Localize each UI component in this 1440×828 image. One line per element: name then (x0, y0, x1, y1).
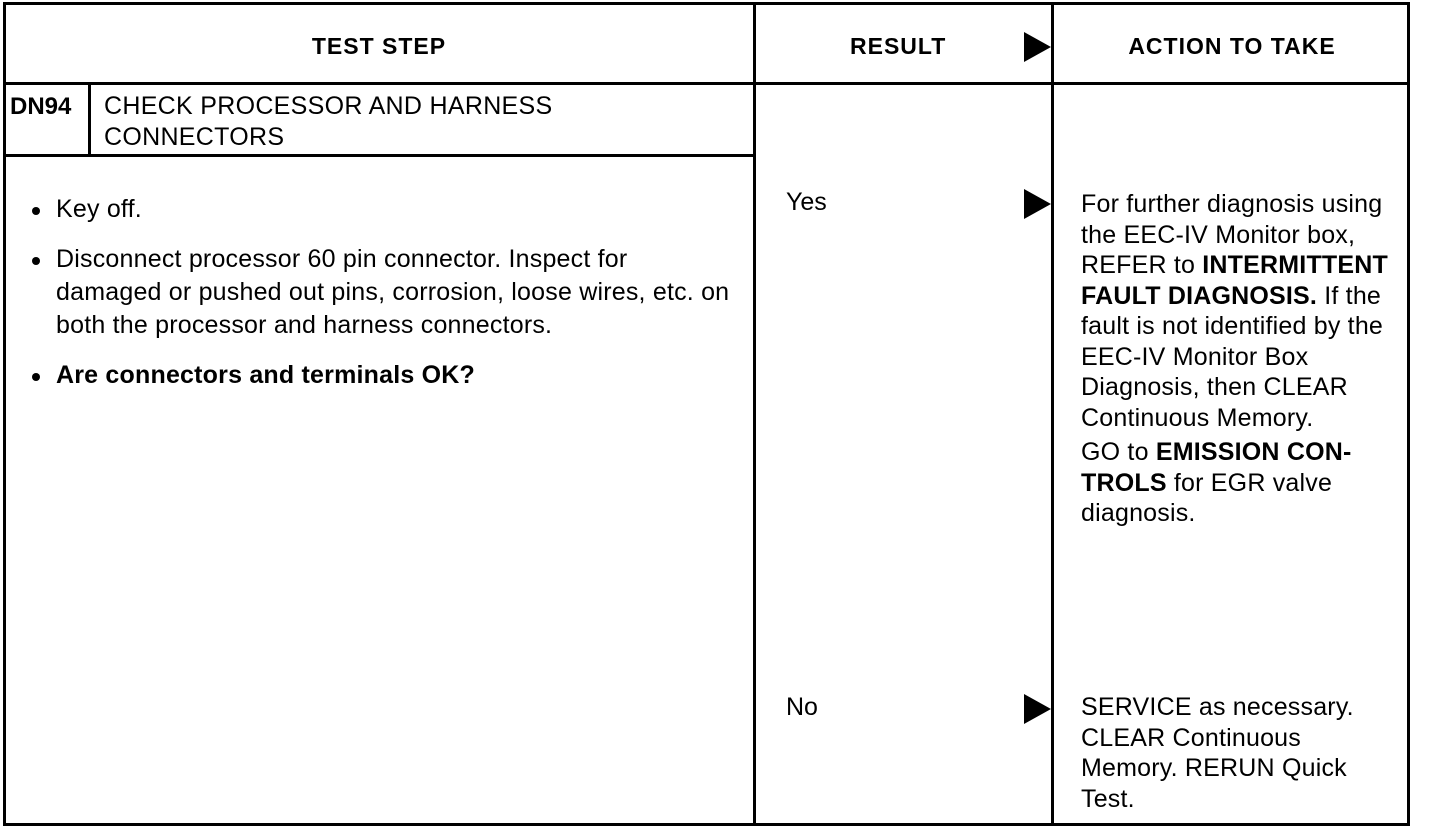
header-action: ACTION TO TAKE (1128, 33, 1336, 59)
result-yes: Yes (786, 188, 827, 216)
step-id-divider (88, 84, 91, 156)
arrow-no-icon (1024, 694, 1051, 724)
list-item: Key off. (30, 193, 730, 226)
column-divider-2 (1051, 2, 1054, 826)
action-yes (1081, 189, 1399, 533)
list-item: Disconnect processor 60 pin connector. Inspect for damaged or pushed out pins, corrosion, loose wires, etc. on both the processor and harness connectors. (30, 243, 730, 342)
action-no: SERVICE as necessary. CLEAR Continuous Memory. RERUN Quick Test. (1081, 693, 1354, 813)
list-item: Are connectors and terminals OK? (30, 359, 730, 392)
step-title-divider (3, 154, 755, 157)
step-id: DN94 (10, 93, 72, 120)
header-arrow-icon (1024, 32, 1051, 62)
step-title: CHECK PROCESSOR AND HARNESS CONNECTORS (104, 92, 553, 151)
action-yes-paragraph-1: For further diagnosis using the EEC-IV Monitor box, REFER to INTERMITTENT FAULT DIAGNOSIS. If the fault is not identified by the EEC-IV Monitor Box Diagnosis, then CLEAR Continuous Memory. (1081, 190, 1388, 432)
arrow-yes-icon (1024, 189, 1051, 219)
header-divider (3, 82, 1410, 85)
column-divider-1 (753, 2, 756, 826)
test-step-list (30, 193, 730, 409)
result-no: No (786, 693, 818, 721)
header-result: RESULT (850, 33, 947, 59)
header-test-step: TEST STEP (311, 33, 447, 59)
action-yes-paragraph-2: GO to EMISSION CON-TROLS for EGR valve diagnosis. (1081, 438, 1352, 527)
